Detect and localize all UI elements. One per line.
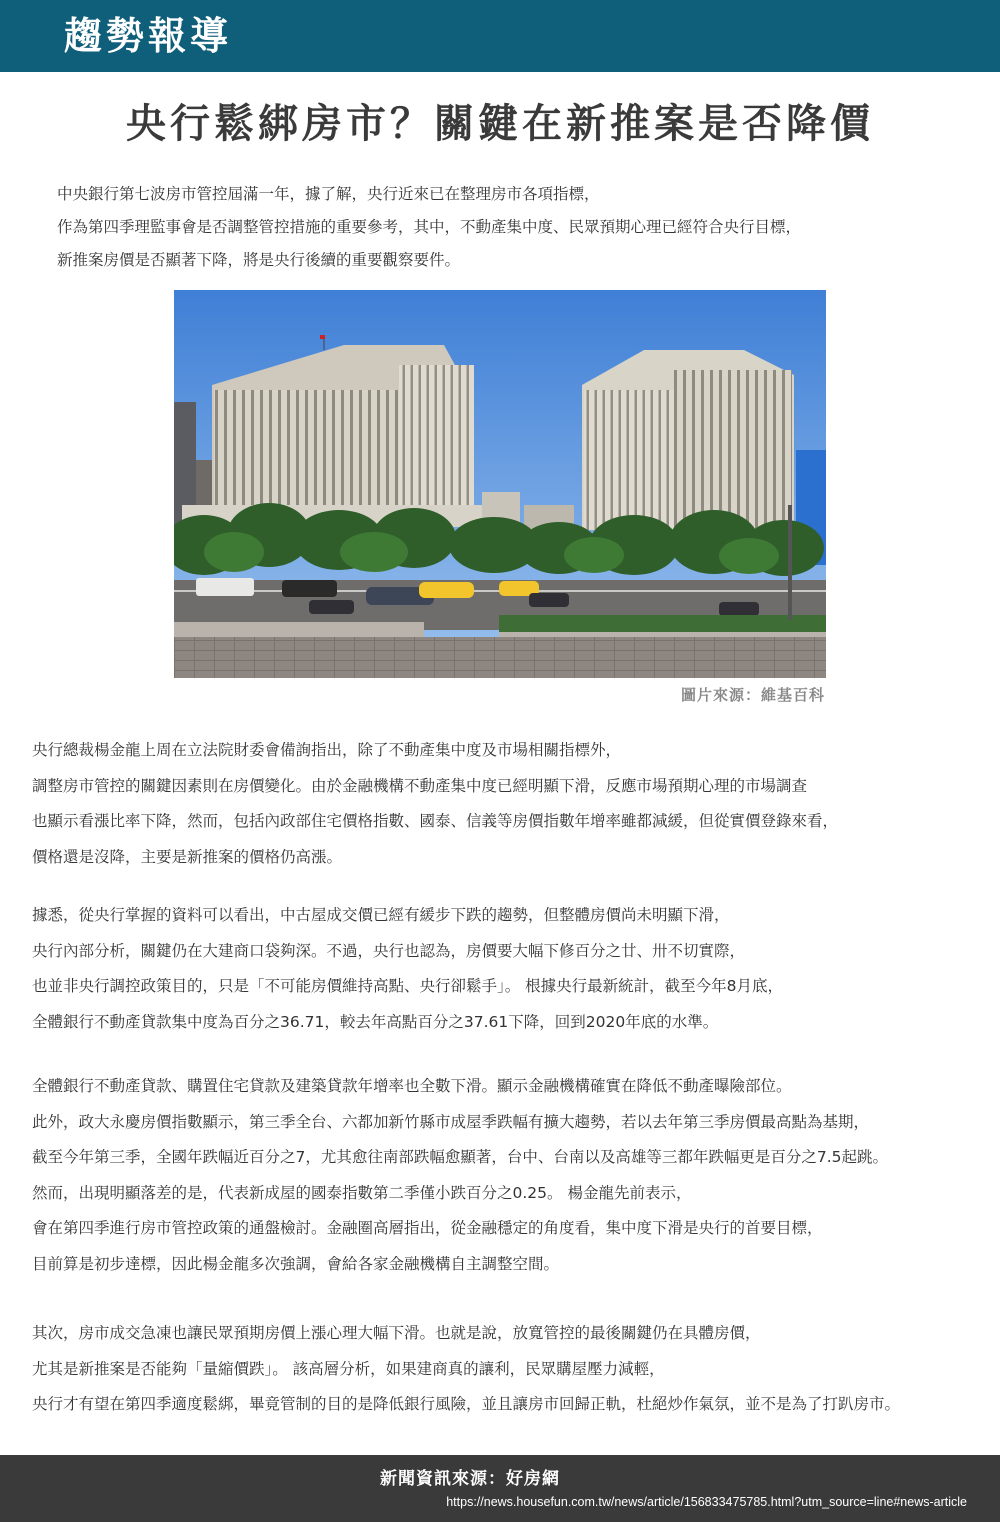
paragraph-line: 也顯示看漲比率下降，然而，包括內政部住宅價格指數、國泰、信義等房價指數年增率雖都減緩，但從實價登錄來看， [32,812,839,830]
article-headline: 央行鬆綁房市？關鍵在新推案是否降價 [126,101,874,147]
article-paragraph [32,1316,992,1423]
paragraph-line: 央行內部分析，關鍵仍在大建商口袋夠深。不過，央行也認為，房價要大幅下修百分之廿、卅不切實際， [32,941,746,960]
section-title: 趨勢報導 [64,14,233,58]
paragraph-line: 會在第四季進行房市管控政策的通盤檢討。金融圈高層指出，從金融穩定的角度看，集中度下滑是央行的首要目標， [32,1219,823,1237]
article-paragraph [32,898,992,1040]
paragraph-line: 尤其是新推案是否能夠「量縮價跌」。 該高層分析，如果建商真的讓利，民眾購屋壓力減輕， [32,1359,665,1378]
lead-line: 作為第四季理監事會是否調整管控措施的重要參考，其中，不動產集中度、民眾預期心理已經符合央行目標， [57,218,802,236]
paragraph-line: 目前算是初步達標，因此楊金龍多次強調，會給各家金融機構自主調整空間。 [32,1254,560,1273]
paragraph-line: 其次，房市成交急凍也讓民眾預期房價上漲心理大幅下滑。也就是說，放寬管控的最後關鍵仍在具體房價， [32,1324,761,1342]
paragraph-line: 全體銀行不動產貸款、購置住宅貸款及建築貸款年增率也全數下滑。顯示金融機構確實在降低不動產曝險部位。 [32,1077,792,1095]
paragraph-line: 此外，政大永慶房價指數顯示，第三季全台、六都加新竹縣市成屋季跌幅有擴大趨勢，若以去年第三季房價最高點為基期， [32,1112,870,1131]
paragraph-line: 截至今年第三季，全國年跌幅近百分之7，尤其愈往南部跌幅愈顯著，台中、台南以及高雄等三都年跌幅更是百分之7.5起跳。 [32,1148,889,1166]
paragraph-line: 調整房市管控的關鍵因素則在房價變化。由於金融機構不動產集中度已經明顯下滑，反應市場預期心理的市場調查 [32,776,808,795]
paragraph-line: 價格還是沒降，主要是新推案的價格仍高漲。 [32,847,343,866]
central-bank-photo [174,290,826,678]
lead-line: 中央銀行第七波房市管控屆滿一年，據了解，央行近來已在整理房市各項指標， [57,185,600,203]
news-source: 新聞資訊來源：好房網 [380,1469,560,1489]
paragraph-line: 據悉，從央行掌握的資料可以看出，中古屋成交價已經有緩步下跌的趨勢，但整體房價尚未明顯下滑， [32,906,730,924]
paragraph-line: 全體銀行不動產貸款集中度為百分之36.71，較去年高點百分之37.61下降，回到2020年底的水準。 [32,1012,719,1031]
lead-line: 新推案房價是否顯著下降，將是央行後續的重要觀察要件。 [57,251,461,269]
paragraph-line: 然而，出現明顯落差的是，代表新成屋的國泰指數第二季僅小跌百分之0.25。 楊金龍先前表示， [32,1183,692,1202]
source-url[interactable]: https://news.housefun.com.tw/news/article/156833475785.html?utm_source=line#news-article [446,1495,967,1509]
article-lead [57,178,977,277]
paragraph-line: 也並非央行調控政策目的，只是「不可能房價維持高點、央行卻鬆手」。 根據央行最新統計，截至今年8月底， [32,977,784,995]
article-paragraph [32,1069,992,1282]
article-paragraph [32,733,992,875]
paragraph-line: 央行總裁楊金龍上周在立法院財委會備詢指出，除了不動產集中度及市場相關指標外， [32,741,622,759]
paragraph-line: 央行才有望在第四季適度鬆綁，畢竟管制的目的是降低銀行風險，並且讓房市回歸正軌，杜絕炒作氣氛，並不是為了打趴房市。 [32,1395,901,1413]
photo-caption: 圖片來源：維基百科 [680,686,825,704]
